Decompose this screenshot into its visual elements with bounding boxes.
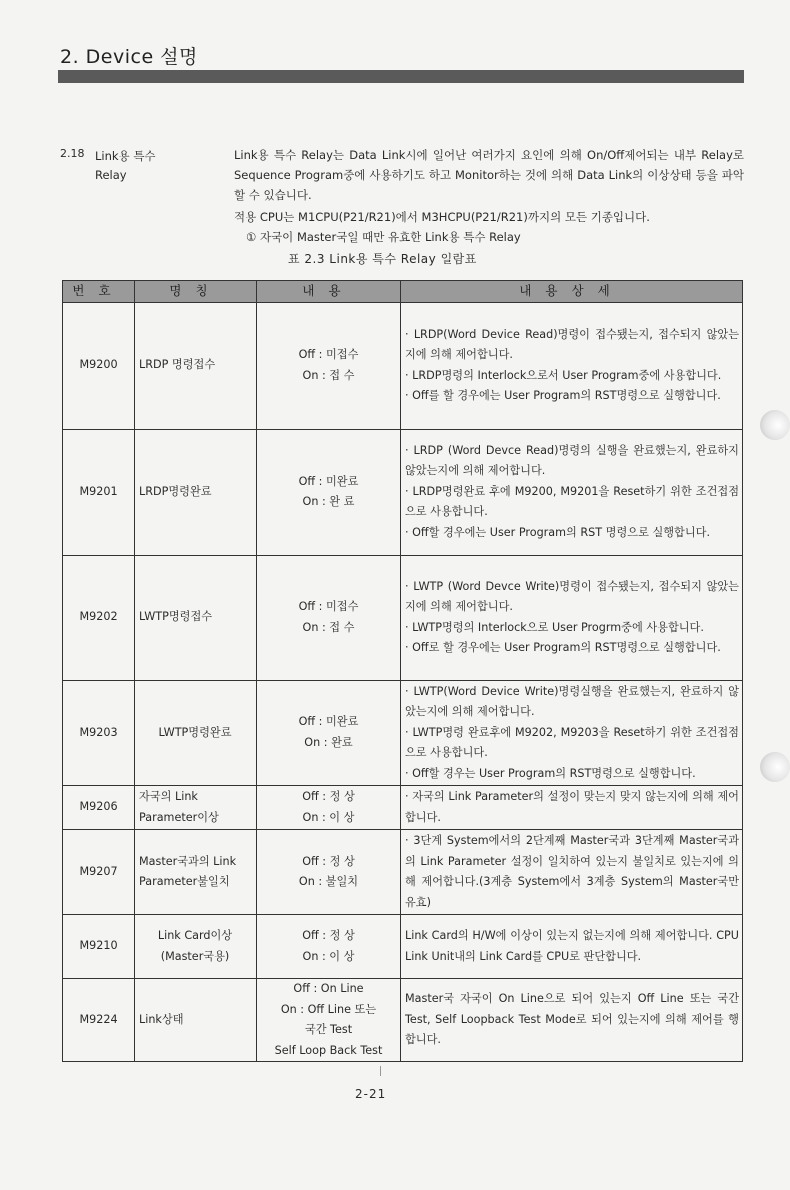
table-row (63, 786, 743, 830)
state-off: Off : 미접수 (298, 348, 359, 361)
relay-name: Link Card이상 (Master국용) (135, 915, 257, 979)
state-on: On : 완료 (304, 735, 353, 749)
table-row (63, 830, 743, 915)
master-note: ① 자국이 Master국일 때만 유효한 Link용 특수 Relay (246, 230, 521, 244)
detail-item: · 자국의 Link Parameter의 설정이 맞는지 맞지 않는지에 의해 제어합니다. (405, 790, 739, 824)
header-content: 내용 (257, 281, 401, 303)
detail-item: · LRDP명령의 Interlock으로서 User Program중에 사용합니다. (405, 368, 722, 382)
detail-item: Link Card의 H/W에 이상이 있는지 없는지에 의해 제어합니다. CPU Link Unit내의 Link Card를 CPU로 판단합니다. (405, 929, 739, 963)
relay-name: 자국의 Link Parameter이상 (135, 786, 257, 830)
header-detail: 내용상세 (401, 281, 743, 303)
state-on: On : 이 상 (302, 810, 355, 824)
relay-name: LRDP 명령접수 (135, 302, 257, 429)
relay-name: LRDP명령완료 (135, 429, 257, 555)
state-on: On : 접 수 (302, 368, 355, 382)
detail-item: · LWTP명령의 Interlock으로 User Progrm중에 사용합니다. (405, 620, 704, 634)
relay-state (257, 429, 401, 555)
relay-number: M9207 (63, 830, 135, 915)
link-relay-table (62, 280, 743, 1062)
relay-detail (401, 429, 743, 555)
intro-paragraph: Link용 특수 Relay는 Data Link시에 일어난 여러가지 요인에 의해 On/Off제어되는 내부 Relay로 Sequence Program중에 사용하기도 하고 Monitor하는 것에 의해 Data Link의 이상상태 등을 파악할 수 있습니다. (234, 148, 744, 202)
relay-number: M9206 (63, 786, 135, 830)
state-line: On : Off Line 또는 (280, 1002, 377, 1016)
header-number: 번호 (63, 281, 135, 303)
detail-item: · Off할 경우에는 User Program의 RST 명령으로 실행합니다. (405, 525, 711, 539)
state-line: Off : On Line (293, 982, 364, 995)
page-number: 2-21 (355, 1087, 387, 1101)
relay-detail (401, 302, 743, 429)
relay-detail (401, 979, 743, 1062)
state-off: Off : 미접수 (298, 600, 359, 613)
table-caption: 표 2.3 Link용 특수 Relay 일람표 (288, 252, 477, 266)
detail-item: · LWTP(Word Device Write)명령실행을 완료했는지, 완료하지 않았는지에 의해 제어합니다. (405, 684, 739, 718)
section-intro (234, 145, 744, 247)
relay-name: Master국과의 Link Parameter불일치 (135, 830, 257, 915)
state-off: Off : 정 상 (302, 790, 355, 803)
table-row (63, 555, 743, 680)
detail-item: · 3단계 System에서의 2단계째 Master국과 3단계째 Master국과의 Link Parameter 설정이 일치하여 있는지 불일치로 있는지에 의해 제어합니다.(3계층 System에서 3계층 System의 Master국만 유효) (405, 834, 739, 909)
detail-item: · LRDP(Word Device Read)명령이 접수됐는지, 접수되지 않았는지에 의해 제어합니다. (405, 327, 739, 361)
state-off: Off : 미완료 (298, 474, 359, 488)
relay-number: M9201 (63, 429, 135, 555)
table-row (63, 915, 743, 979)
detail-item: · Off할 경우는 User Program의 RST명령으로 실행합니다. (405, 766, 696, 780)
detail-item: · LRDP (Word Devce Read)명령의 실행을 완료했는지, 완료하지 않았는지에 의해 제어합니다. (405, 443, 739, 478)
relay-name: LWTP명령완료 (135, 680, 257, 786)
state-off: Off : 정 상 (302, 929, 355, 942)
detail-item: · LWTP (Word Devce Write)명령이 접수됐는지, 접수되지 않았는지에 의해 제어합니다. (405, 579, 739, 613)
state-on: On : 불일치 (298, 875, 359, 888)
relay-state (257, 555, 401, 680)
relay-name: Link상태 (135, 979, 257, 1062)
footer-mark (380, 1066, 381, 1076)
detail-item: Master국 자국이 On Line으로 되어 있는지 Off Line 또는 국간 Test, Self Loopback Test Mode로 되어 있는지에 의해 제어를 행합니다. (405, 992, 739, 1047)
relay-number: M9210 (63, 915, 135, 979)
relay-detail (401, 555, 743, 680)
table-row (63, 680, 743, 786)
state-on: On : 완 료 (302, 495, 355, 508)
relay-state (257, 979, 401, 1062)
binder-hole (760, 752, 790, 782)
binder-hole (760, 410, 790, 440)
cpu-note: 적용 CPU는 M1CPU(P21/R21)에서 M3HCPU(P21/R21)까지의 모든 기종입니다. (234, 210, 650, 224)
relay-number: M9203 (63, 680, 135, 786)
relay-number: M9224 (63, 979, 135, 1062)
state-off: Off : 정 상 (302, 854, 355, 868)
relay-number: M9202 (63, 555, 135, 680)
table-header-row (63, 281, 743, 303)
header-name: 명칭 (135, 281, 257, 303)
detail-item: · Off로 할 경우에는 User Program의 RST명령으로 실행합니다. (405, 641, 721, 654)
relay-detail (401, 786, 743, 830)
detail-item: · LWTP명령 완료후에 M9202, M9203을 Reset하기 위한 조건접점으로 사용합니다. (405, 725, 739, 759)
relay-detail (401, 830, 743, 915)
page-header-title: 2. Device 설명 (60, 46, 198, 68)
relay-state (257, 302, 401, 429)
relay-state (257, 680, 401, 786)
header-rule (58, 70, 744, 83)
relay-name: LWTP명령접수 (135, 555, 257, 680)
detail-item: · LRDP명령완료 후에 M9200, M9201을 Reset하기 위한 조건접점으로 사용합니다. (405, 484, 739, 519)
state-line: Self Loop Back Test (274, 1043, 383, 1057)
relay-state (257, 786, 401, 830)
table-row (63, 979, 743, 1062)
relay-state (257, 830, 401, 915)
section-title (95, 147, 156, 185)
state-line: 국간 Test (304, 1023, 353, 1036)
section-title-line2: Relay (95, 168, 127, 182)
state-on: On : 이 상 (302, 949, 355, 963)
state-off: Off : 미완료 (298, 715, 359, 729)
relay-detail (401, 915, 743, 979)
relay-detail (401, 680, 743, 786)
relay-state (257, 915, 401, 979)
state-on: On : 접 수 (302, 620, 355, 634)
relay-number: M9200 (63, 302, 135, 429)
section-number: 2.18 (60, 147, 85, 160)
section-title-line1: Link용 특수 (95, 149, 156, 163)
table-row (63, 429, 743, 555)
table-row (63, 302, 743, 429)
detail-item: · Off를 할 경우에는 User Program의 RST명령으로 실행합니다. (405, 389, 721, 402)
